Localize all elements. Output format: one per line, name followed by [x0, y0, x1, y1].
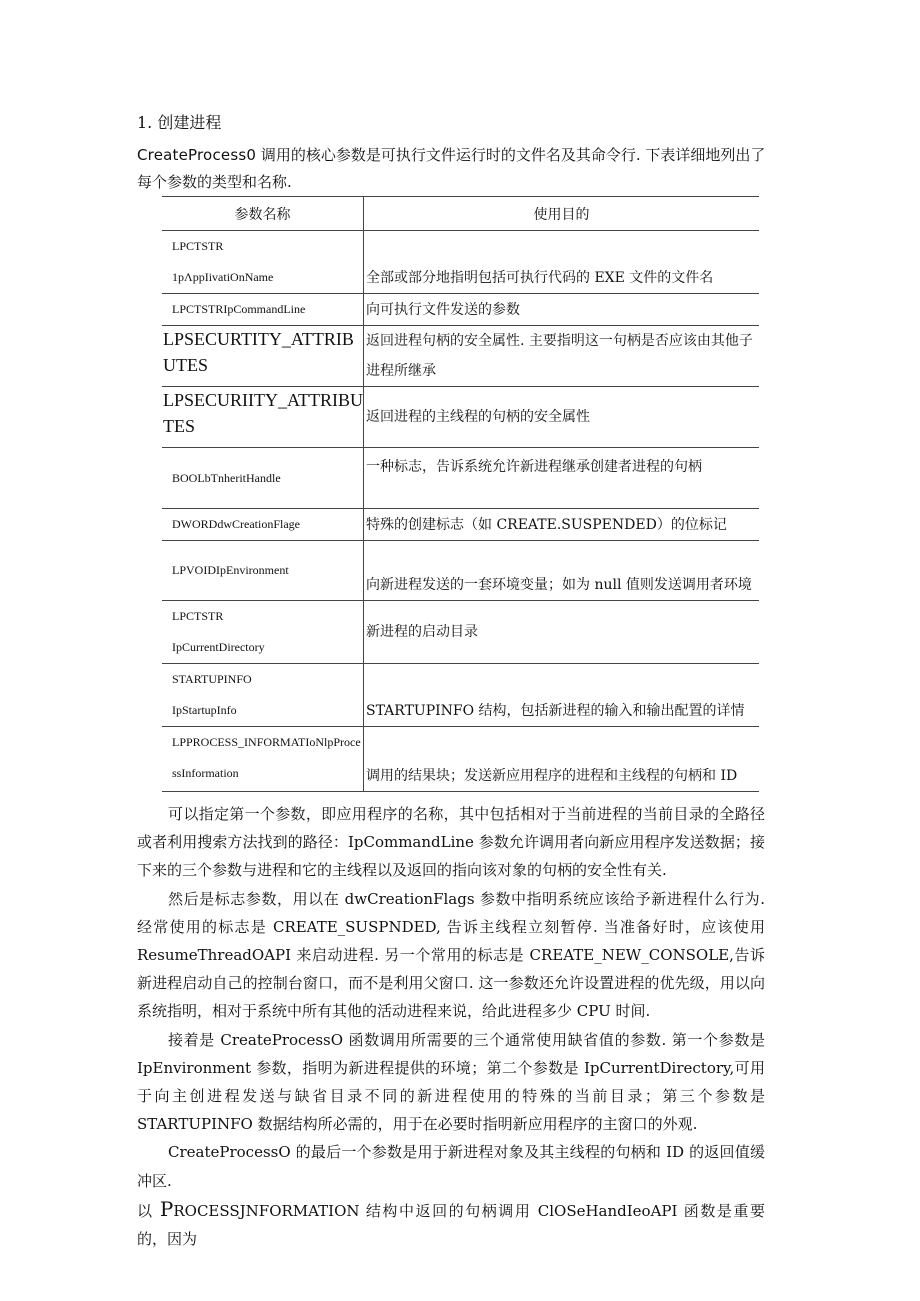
body-text [137, 800, 765, 1253]
param-purpose: 向可执行文件发送的参数 [364, 294, 760, 326]
param-name: BOOLbTnheritHandle [162, 448, 364, 509]
paragraph-line: CreateProcessO 的最后一个参数是用于新进程对象及其主线程的句柄和 ID 的返回值缓冲区. [137, 1143, 765, 1190]
table-row [162, 326, 759, 387]
param-name: LPPROCESS_INFORMATIoNlpProcessInformation [162, 727, 364, 792]
section-heading: 1. 创建进程 [137, 113, 222, 132]
intro-text: 调用的核心参数是可执行文件运行时的文件名及其命令行. 下表详细地列出了每个参数的类型和名称. [137, 146, 766, 191]
paragraph: 接着是 CreateProcessO 函数调用所需要的三个通常使用缺省值的参数. 第一个参数是 IpEnvironment 参数，指明为新进程提供的环境；第二个参数是 IpCurrentDirectory,可用于向主创进程发送与缺省目录不同的新进程使用的特殊的当前目录；第三个参数是 STARTUPINFO 数据结构所必需的，用于在必要时指明新应用程序的主窗口的外观. [137, 1030, 765, 1134]
table-row [162, 448, 759, 509]
paragraph: 可以指定第一个参数，即应用程序的名称，其中包括相对于当前进程的当前目录的全路径或者利用搜索方法找到的路径：IpCommandLine 参数允许调用者向新应用程序发送数据；接下来的三个参数与进程和它的主线程以及返回的指向该对象的句柄的安全性有关. [137, 805, 765, 880]
intro-paragraph [137, 142, 777, 196]
table-row [162, 664, 759, 727]
param-purpose: 新进程的启动目录 [364, 601, 760, 664]
header-purpose: 使用目的 [364, 197, 760, 231]
param-name: DWORDdwCreationFlage [162, 509, 364, 541]
table-row [162, 509, 759, 541]
param-purpose: 调用的结果块；发送新应用程序的进程和主线程的句柄和 ID [364, 727, 760, 792]
param-purpose: 一种标志，告诉系统允许新进程继承创建者进程的句柄 [364, 448, 760, 509]
paragraph-big-letter: P [159, 1196, 174, 1221]
paragraph: 然后是标志参数，用以在 dwCreationFlags 参数中指明系统应该给予新进程什么行为. 经常使用的标志是 CREATE_SUSPNDED, 告诉主线程立刻暂停. 当准备好时，应该使用 ResumeThreadOAPI 来启动进程. 另一个常用的标志是 CREATE_NEW_CONSOLE,告诉新进程启动自己的控制台窗口，而不是利用父窗口. 这一参数还允许设置进程的优先级，用以向系统指明，相对于系统中所有其他的活动进程来说，给此进程多少 CPU 时间. [137, 889, 765, 1021]
intro-code: CreateProcess0 [137, 146, 257, 164]
param-name: LPSECURIITY_ATTRIBUTES [162, 387, 364, 448]
table-row [162, 727, 759, 792]
param-name: LPSECURTITY_ATTRIBUTES [162, 326, 364, 387]
header-param-name: 参数名称 [162, 197, 364, 231]
table-row [162, 231, 759, 294]
param-purpose: 返回进程的主线程的句柄的安全属性 [364, 387, 760, 448]
paragraph-prefix: 以 [137, 1201, 160, 1220]
param-purpose: 返回进程句柄的安全属性. 主要指明这一句柄是否应该由其他子进程所继承 [364, 326, 760, 387]
table-header-row [162, 197, 759, 231]
parameter-table [162, 196, 759, 792]
table-row [162, 387, 759, 448]
param-purpose: 全部或部分地指明包括可执行代码的 EXE 文件的文件名 [364, 231, 760, 294]
table-row [162, 541, 759, 601]
paragraph-rest: ROCESSJNFORMATION 结构中返回的句柄调用 ClOSeHandIeoAPI 函数是重要的，因为 [137, 1201, 765, 1249]
param-name: LPCTSTR 1pΛppIivatiOnName [162, 231, 364, 294]
param-purpose: STARTUPINFO 结构，包括新进程的输入和输出配置的详情 [364, 664, 760, 727]
param-purpose: 特殊的创建标志（如 CREATE.SUSPENDED）的位标记 [364, 509, 760, 541]
param-purpose: 向新进程发送的一套环境变量；如为 null 值则发送调用者环境 [364, 541, 760, 601]
param-name: LPCTSTR IpCurrentDirectory [162, 601, 364, 664]
param-name: LPCTSTRIpCommandLine [162, 294, 364, 326]
param-name: LPVOIDIpEnvironment [162, 541, 364, 601]
paragraph [137, 1138, 765, 1253]
table-row [162, 294, 759, 326]
param-name: STARTUPINFO IpStartupInfo [162, 664, 364, 727]
table-row [162, 601, 759, 664]
